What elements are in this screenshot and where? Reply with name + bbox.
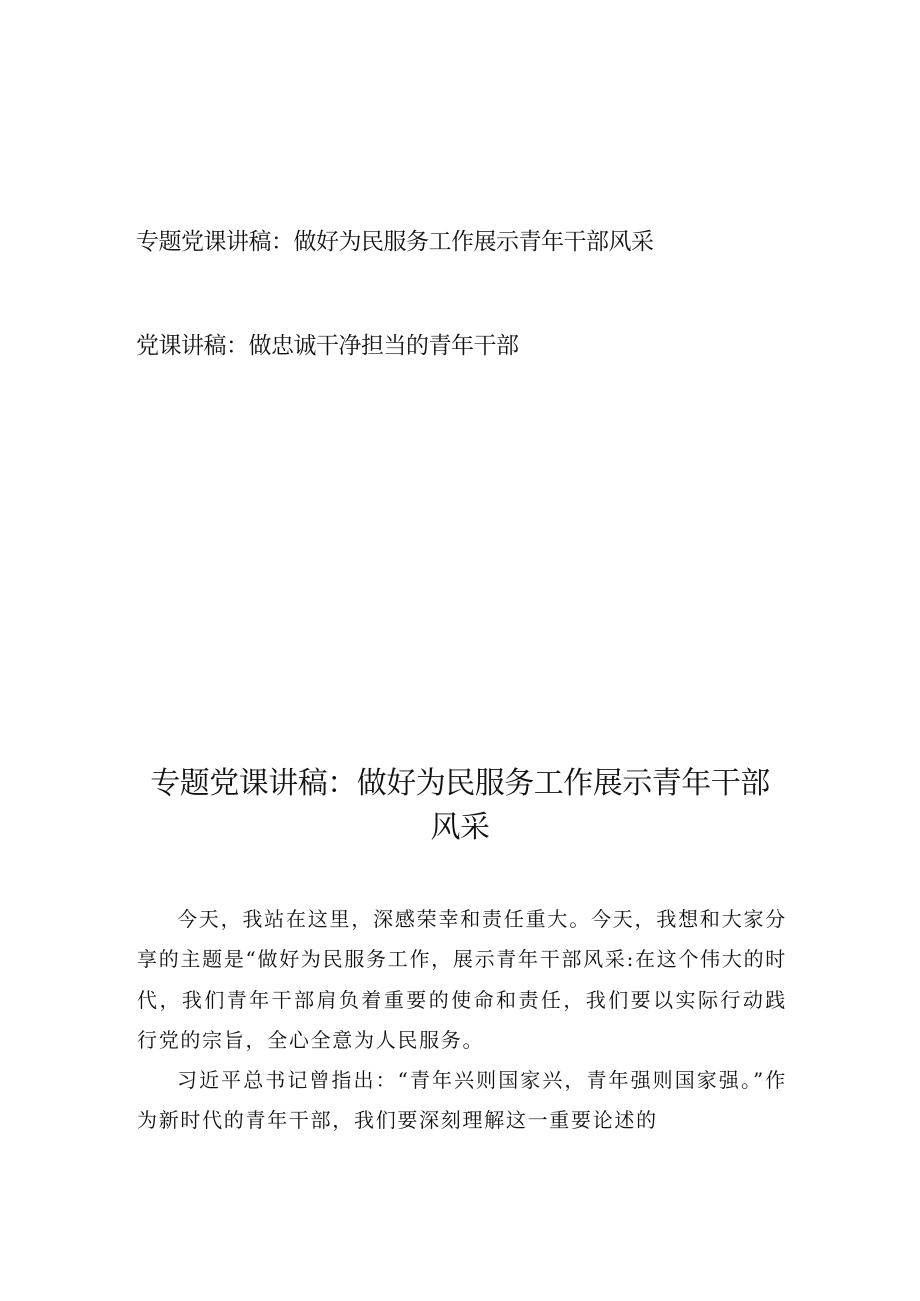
document-body — [137, 899, 787, 1141]
document-title: 专题党课讲稿：做好为民服务工作展示青年干部风采 — [150, 766, 770, 845]
toc-item-1[interactable]: 专题党课讲稿：做好为民服务工作展示青年干部风采 — [136, 229, 654, 255]
paragraph-1: 今天，我站在这里，深感荣幸和责任重大。今天，我想和大家分享的主题是“做好为民服务工作，展示青年干部风采:在这个伟大的时代，我们青年干部肩负着重要的使命和责任，我们要以实际行动践行党的宗旨，全心全意为人民服务。 — [137, 907, 787, 1052]
toc-item-2[interactable]: 党课讲稿：做忠诚干净担当的青年干部 — [136, 333, 519, 359]
paragraph-2: 习近平总书记曾指出：“青年兴则国家兴，青年强则国家强。”作为新时代的青年干部，我们要深刻理解这一重要论述的 — [137, 1068, 787, 1133]
